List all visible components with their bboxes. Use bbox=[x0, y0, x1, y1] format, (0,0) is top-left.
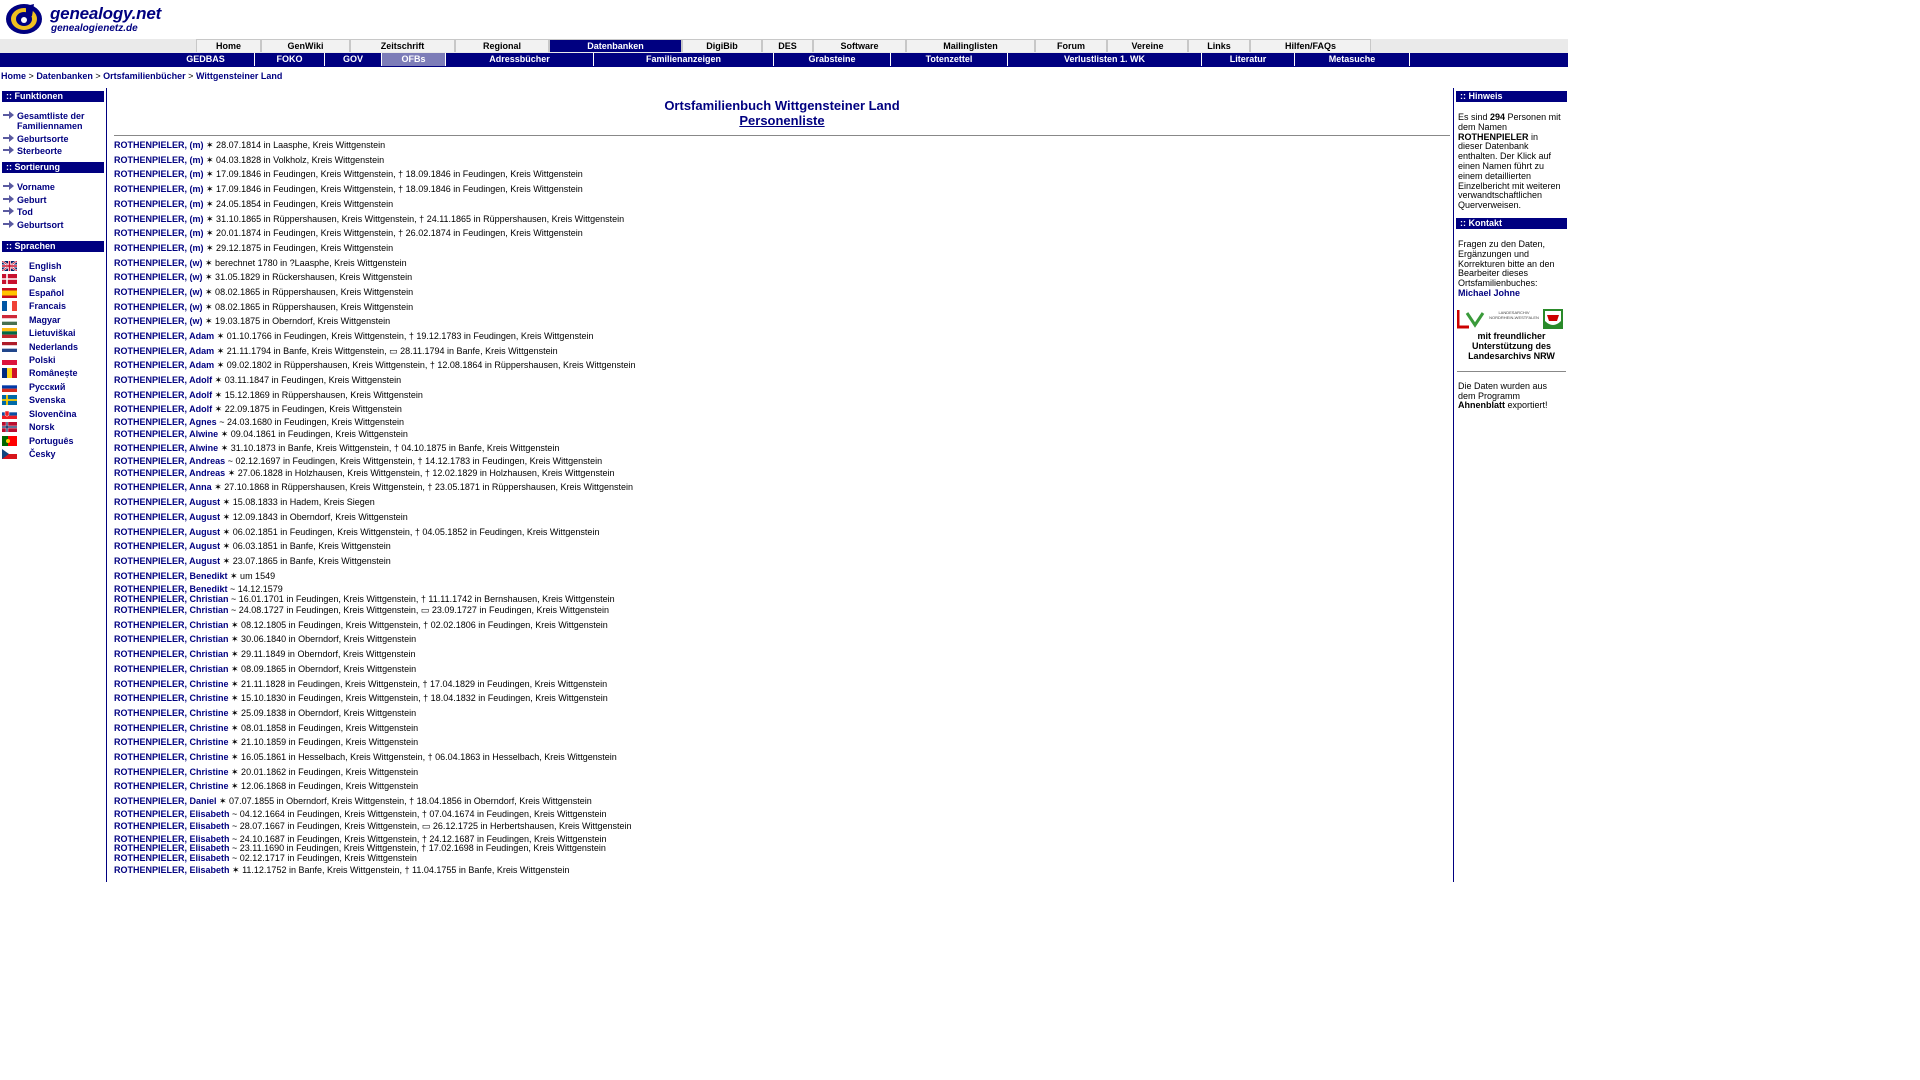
hinweis-mid: Personen mit dem Namen bbox=[1458, 112, 1561, 132]
person-details: ✶ 27.10.1868 in Rüppershausen, Kreis Wittgenstein, † 23.05.1871 in Rüppershausen, Kreis Wittgenstein bbox=[211, 482, 633, 492]
person-entry bbox=[114, 272, 412, 283]
person-entry bbox=[114, 346, 558, 357]
flag-no-icon bbox=[2, 422, 17, 432]
sprachen-list bbox=[2, 261, 106, 463]
person-name-link[interactable]: ROTHENPIELER, Benedikt bbox=[114, 571, 228, 581]
nav-des[interactable]: DES bbox=[762, 39, 813, 52]
person-name-link[interactable]: ROTHENPIELER, (w) bbox=[114, 287, 203, 297]
flag-lt-icon bbox=[2, 328, 17, 338]
person-details: ✶ 30.06.1840 in Oberndorf, Kreis Wittgenstein bbox=[228, 634, 417, 644]
language-dansk[interactable] bbox=[2, 274, 106, 287]
person-entry bbox=[114, 809, 607, 820]
language-link[interactable]: Norsk bbox=[29, 422, 55, 433]
person-entry bbox=[114, 541, 391, 552]
landesarchiv-caption: mit freundlicher Unterstützung des Landesarchivs NRW bbox=[1468, 330, 1555, 361]
divider bbox=[1457, 371, 1566, 372]
person-entry bbox=[114, 767, 418, 778]
nav-vereine[interactable]: Vereine bbox=[1107, 39, 1188, 52]
arrow-right-icon bbox=[3, 134, 14, 142]
person-list bbox=[114, 0, 1450, 882]
person-details: ✶ 27.06.1828 in Holzhausen, Kreis Wittgenstein, † 12.02.1829 in Holzhausen, Kreis Wittgenstein bbox=[225, 468, 615, 478]
page-title: Ortsfamilienbuch Wittgensteiner Land bbox=[664, 98, 900, 113]
hinweis-header: :: Hinweis bbox=[1456, 91, 1567, 102]
person-name-link[interactable]: ROTHENPIELER, Christian bbox=[114, 605, 229, 615]
subnav-grabsteine[interactable]: Grabsteine bbox=[774, 53, 891, 66]
hinweis-post: in dieser Datenbank enthalten. Der Klick auf einen Namen führt zu einem detaillierten Einzelbericht mit weiteren verwandtschaftlichen Querverweisen. bbox=[1458, 131, 1561, 211]
person-name-link[interactable]: ROTHENPIELER, Andreas bbox=[114, 468, 226, 478]
person-details: ~ 02.12.1697 in Feudingen, Kreis Wittgenstein, † 14.12.1783 in Feudingen, Kreis Wittgenstein bbox=[225, 456, 603, 466]
person-details: ✶ 29.11.1849 in Oberndorf, Kreis Wittgenstein bbox=[228, 649, 416, 659]
person-details: ✶ 04.03.1828 in Volkholz, Kreis Wittgenstein bbox=[203, 155, 385, 165]
person-name-link[interactable]: ROTHENPIELER, Christine bbox=[114, 693, 229, 703]
subnav-gov[interactable]: GOV bbox=[325, 53, 382, 66]
person-details: ✶ 29.12.1875 in Feudingen, Kreis Wittgenstein bbox=[203, 243, 394, 253]
export-text bbox=[1454, 382, 1569, 411]
person-name-link[interactable]: ROTHENPIELER, Adam bbox=[114, 346, 215, 356]
sort-geburt[interactable] bbox=[2, 195, 106, 205]
language-norsk[interactable] bbox=[2, 422, 106, 435]
language-link[interactable]: Francais bbox=[29, 301, 67, 312]
person-entry bbox=[114, 482, 633, 493]
person-name-link[interactable]: ROTHENPIELER, (m) bbox=[114, 243, 204, 253]
subnav-verlustlisten-1-wk[interactable]: Verlustlisten 1. WK bbox=[1008, 53, 1202, 66]
language-romaneste[interactable] bbox=[2, 368, 106, 381]
person-name-link[interactable]: ROTHENPIELER, (m) bbox=[114, 228, 204, 238]
person-name-link[interactable]: ROTHENPIELER, (w) bbox=[114, 258, 203, 268]
nav-links[interactable]: Links bbox=[1188, 39, 1250, 52]
funktion-sterbeorte[interactable] bbox=[2, 146, 106, 156]
personenliste-link[interactable]: Personenliste bbox=[739, 113, 825, 128]
person-entry bbox=[114, 865, 569, 876]
person-details: ✶ 08.12.1805 in Feudingen, Kreis Wittgenstein, † 02.02.1806 in Feudingen, Kreis Wittgenstein bbox=[228, 620, 608, 630]
person-entry bbox=[114, 649, 416, 660]
person-entry bbox=[114, 390, 423, 401]
person-details: ✶ 12.06.1868 in Feudingen, Kreis Wittgenstein bbox=[228, 781, 419, 791]
breadcrumb-separator: > bbox=[28, 71, 34, 81]
kontakt-header: :: Kontakt bbox=[1456, 218, 1567, 229]
nav-datenbanken[interactable]: Datenbanken bbox=[549, 39, 682, 52]
person-name-link[interactable]: ROTHENPIELER, Christine bbox=[114, 679, 229, 689]
person-name-link[interactable]: ROTHENPIELER, (m) bbox=[114, 140, 204, 150]
person-entry bbox=[114, 404, 402, 415]
person-entry bbox=[114, 155, 384, 166]
landesarchiv-logo-text: LANDESARCHIV NORDRHEIN-WESTFALEN bbox=[1489, 309, 1539, 320]
person-entry bbox=[114, 258, 407, 269]
person-details: ✶ 15.10.1830 in Feudingen, Kreis Wittgenstein, † 18.04.1832 in Feudingen, Kreis Wittgenstein bbox=[228, 693, 608, 703]
person-details: ✶ 28.07.1814 in Laasphe, Kreis Wittgenstein bbox=[203, 140, 386, 150]
person-details: ~ 24.08.1727 in Feudingen, Kreis Wittgenstein, ▭ 23.09.1727 in Feudingen, Kreis Wittgenstein bbox=[228, 605, 610, 615]
person-name-link[interactable]: ROTHENPIELER, Elisabeth bbox=[114, 853, 230, 863]
language-slovencina[interactable] bbox=[2, 409, 106, 422]
person-entry bbox=[114, 634, 416, 645]
flag-nl-icon bbox=[2, 342, 17, 352]
breadcrumb-wittgensteiner-land[interactable]: Wittgensteiner Land bbox=[195, 71, 283, 81]
person-entry bbox=[114, 605, 609, 616]
person-entry bbox=[114, 781, 418, 792]
person-name-link[interactable]: ROTHENPIELER, (m) bbox=[114, 184, 204, 194]
person-name-link[interactable]: ROTHENPIELER, Christine bbox=[114, 752, 229, 762]
language-portugues[interactable] bbox=[2, 436, 106, 449]
language-polski[interactable] bbox=[2, 355, 106, 368]
person-details: ✶ 01.10.1766 in Feudingen, Kreis Wittgenstein, † 19.12.1783 in Feudingen, Kreis Wittgenstein bbox=[214, 331, 594, 341]
person-entry bbox=[114, 571, 275, 582]
person-name-link[interactable]: ROTHENPIELER, Elisabeth bbox=[114, 809, 230, 819]
nav-genwiki[interactable]: GenWiki bbox=[261, 39, 350, 52]
person-name-link[interactable]: ROTHENPIELER, Christine bbox=[114, 737, 229, 747]
person-entry bbox=[114, 679, 607, 690]
language-lietuviskai[interactable] bbox=[2, 328, 106, 341]
person-details: ~ 04.12.1664 in Feudingen, Kreis Wittgenstein, † 07.04.1674 in Feudingen, Kreis Wittgenstein bbox=[229, 809, 607, 819]
subnav-literatur[interactable]: Literatur bbox=[1202, 53, 1295, 66]
person-name-link[interactable]: ROTHENPIELER, Adolf bbox=[114, 375, 213, 385]
language-francais[interactable] bbox=[2, 301, 106, 314]
flag-cz-icon bbox=[2, 449, 17, 459]
person-details: ✶ 17.09.1846 in Feudingen, Kreis Wittgenstein, † 18.09.1846 in Feudingen, Kreis Wittgenstein bbox=[203, 169, 583, 179]
person-details: ✶ 08.01.1858 in Feudingen, Kreis Wittgenstein bbox=[228, 723, 419, 733]
person-name-link[interactable]: ROTHENPIELER, Alwine bbox=[114, 443, 219, 453]
subnav-gedbas[interactable]: GEDBAS bbox=[157, 53, 255, 66]
language-link[interactable]: Česky bbox=[29, 449, 56, 460]
person-details: ~ 16.01.1701 in Feudingen, Kreis Wittgenstein, † 11.11.1742 in Bernshausen, Kreis Wittgenstein bbox=[228, 594, 615, 604]
funktion-link[interactable]: Sterbeorte bbox=[17, 146, 63, 157]
person-name-link[interactable]: ROTHENPIELER, Christian bbox=[114, 634, 229, 644]
sort-tod[interactable] bbox=[2, 207, 106, 217]
person-details: ✶ 17.09.1846 in Feudingen, Kreis Wittgenstein, † 18.09.1846 in Feudingen, Kreis Wittgenstein bbox=[203, 184, 583, 194]
person-details: ✶ 07.07.1855 in Oberndorf, Kreis Wittgenstein, † 18.04.1856 in Oberndorf, Kreis Wittgenstein bbox=[216, 796, 592, 806]
person-details: ~ 24.10.1687 in Feudingen, Kreis Wittgenstein, † 24.12.1687 in Feudingen, Kreis Wittgenstein bbox=[229, 834, 607, 844]
nav-forum[interactable]: Forum bbox=[1035, 39, 1107, 52]
flag-es-icon bbox=[2, 288, 17, 298]
person-details: ✶ 22.09.1875 in Feudingen, Kreis Wittgenstein bbox=[212, 404, 402, 414]
kontakt-body: Fragen zu den Daten, Ergänzungen und Korrekturen bitte an den Bearbeiter dieses Ortsfamilienbuches: bbox=[1458, 238, 1555, 289]
kontakt-text bbox=[1454, 240, 1569, 299]
funktion-geburtsorte[interactable] bbox=[2, 134, 106, 144]
sort-link[interactable]: Tod bbox=[17, 207, 33, 218]
person-details: ✶ 31.10.1865 in Rüppershausen, Kreis Wittgenstein, † 24.11.1865 in Rüppershausen, Kreis Wittgenstein bbox=[203, 214, 625, 224]
person-entry bbox=[114, 693, 608, 704]
subnav-totenzettel[interactable]: Totenzettel bbox=[891, 53, 1008, 66]
person-details: ✶ 21.10.1859 in Feudingen, Kreis Wittgenstein bbox=[228, 737, 419, 747]
language-svenska[interactable] bbox=[2, 395, 106, 408]
person-name-link[interactable]: ROTHENPIELER, Christine bbox=[114, 781, 229, 791]
person-name-link[interactable]: ROTHENPIELER, (m) bbox=[114, 214, 204, 224]
sort-link[interactable]: Vorname bbox=[17, 182, 55, 193]
hinweis-pre: Es sind bbox=[1458, 112, 1491, 122]
person-details: ✶ um 1549 bbox=[227, 571, 276, 581]
person-details: ✶ 08.02.1865 in Rüppershausen, Kreis Wittgenstein bbox=[202, 302, 414, 312]
language-link[interactable]: Español bbox=[29, 287, 65, 298]
person-entry bbox=[114, 287, 413, 298]
contact-link[interactable]: Michael Johne bbox=[1458, 287, 1521, 298]
landesarchiv-logo[interactable] bbox=[1457, 307, 1569, 331]
person-name-link[interactable]: ROTHENPIELER, Elisabeth bbox=[114, 865, 230, 875]
person-name-link[interactable]: ROTHENPIELER, Elisabeth bbox=[114, 843, 230, 853]
person-name-link[interactable]: ROTHENPIELER, August bbox=[114, 556, 221, 566]
right-sidebar bbox=[1453, 88, 1569, 882]
person-details: ✶ 09.04.1861 in Feudingen, Kreis Wittgenstein bbox=[218, 429, 408, 439]
nav-digibib[interactable]: DigiBib bbox=[682, 39, 762, 52]
funktionen-list bbox=[2, 111, 106, 156]
language-link[interactable]: Português bbox=[29, 435, 74, 446]
nav-software[interactable]: Software bbox=[813, 39, 906, 52]
person-name-link[interactable]: ROTHENPIELER, August bbox=[114, 512, 221, 522]
language-link[interactable]: Dansk bbox=[29, 274, 57, 285]
person-name-link[interactable]: ROTHENPIELER, (w) bbox=[114, 316, 203, 326]
person-details: ✶ 31.10.1873 in Banfe, Kreis Wittgenstein, † 04.10.1875 in Banfe, Kreis Wittgenstein bbox=[218, 443, 560, 453]
person-details: ✶ 03.11.1847 in Feudingen, Kreis Wittgenstein bbox=[212, 375, 402, 385]
person-details: ~ 28.07.1667 in Feudingen, Kreis Wittgenstein, ▭ 26.12.1725 in Herbertshausen, Kreis Wittgenstein bbox=[229, 821, 632, 831]
person-details: ✶ 16.05.1861 in Hesselbach, Kreis Wittgenstein, † 06.04.1863 in Hesselbach, Kreis Wittgenstein bbox=[228, 752, 617, 762]
person-details: ✶ 08.09.1865 in Oberndorf, Kreis Wittgenstein bbox=[228, 664, 417, 674]
language-cesky[interactable] bbox=[2, 449, 106, 462]
person-details: ✶ 20.01.1874 in Feudingen, Kreis Wittgenstein, † 26.02.1874 in Feudingen, Kreis Wittgenstein bbox=[203, 228, 583, 238]
sort-vorname[interactable] bbox=[2, 182, 106, 192]
person-entry bbox=[114, 214, 624, 225]
language-magyar[interactable] bbox=[2, 315, 106, 328]
person-entry bbox=[114, 243, 393, 254]
person-name-link[interactable]: ROTHENPIELER, Benedikt bbox=[114, 584, 228, 594]
person-name-link[interactable]: ROTHENPIELER, Christian bbox=[114, 594, 229, 604]
person-entry bbox=[114, 594, 615, 605]
person-details: ~ 02.12.1717 in Feudingen, Kreis Wittgenstein bbox=[229, 853, 417, 863]
breadcrumb-home[interactable]: Home bbox=[1, 71, 27, 81]
arrow-right-icon bbox=[3, 207, 14, 215]
person-name-link[interactable]: ROTHENPIELER, Anna bbox=[114, 482, 212, 492]
person-entry bbox=[114, 664, 416, 675]
person-name-link[interactable]: ROTHENPIELER, (m) bbox=[114, 169, 204, 179]
person-details: ✶ 09.02.1802 in Rüppershausen, Kreis Wittgenstein, † 12.08.1864 in Rüppershausen, Kreis Wittgenstein bbox=[214, 360, 636, 370]
person-details: ✶ 11.12.1752 in Banfe, Kreis Wittgenstein, † 11.04.1755 in Banfe, Kreis Wittgenstein bbox=[229, 865, 570, 875]
breadcrumb-separator: > bbox=[95, 71, 101, 81]
person-entry bbox=[114, 331, 593, 342]
person-details: ~ 24.03.1680 in Feudingen, Kreis Wittgenstein bbox=[216, 417, 405, 427]
person-name-link[interactable]: ROTHENPIELER, August bbox=[114, 527, 221, 537]
language-link[interactable]: Lietuviškai bbox=[29, 328, 76, 339]
person-entry bbox=[114, 375, 401, 386]
person-entry bbox=[114, 302, 413, 313]
person-name-link[interactable]: ROTHENPIELER, Christine bbox=[114, 767, 229, 777]
person-name-link[interactable]: ROTHENPIELER, Adolf bbox=[114, 390, 213, 400]
person-entry bbox=[114, 468, 614, 479]
person-details: ✶ 23.07.1865 in Banfe, Kreis Wittgenstein bbox=[220, 556, 391, 566]
breadcrumb-separator: > bbox=[188, 71, 194, 81]
person-entry bbox=[114, 228, 583, 239]
person-name-link[interactable]: ROTHENPIELER, (w) bbox=[114, 272, 203, 282]
nav-hilfen-faqs[interactable]: Hilfen/FAQs bbox=[1250, 39, 1371, 52]
subnav-ofbs[interactable]: OFBs bbox=[382, 53, 446, 66]
person-name-link[interactable]: ROTHENPIELER, Elisabeth bbox=[114, 834, 230, 844]
subnav-metasuche[interactable]: Metasuche bbox=[1295, 53, 1410, 66]
person-name-link[interactable]: ROTHENPIELER, Christian bbox=[114, 620, 229, 630]
flag-dk-icon bbox=[2, 274, 17, 284]
person-entry bbox=[114, 169, 583, 180]
arrow-right-icon bbox=[3, 111, 14, 119]
person-details: ✶ 06.02.1851 in Feudingen, Kreis Wittgenstein, † 04.05.1852 in Feudingen, Kreis Wittgenstein bbox=[220, 527, 600, 537]
person-details: ✶ 25.09.1838 in Oberndorf, Kreis Wittgenstein bbox=[228, 708, 417, 718]
person-details: ✶ 21.11.1828 in Feudingen, Kreis Wittgenstein, † 17.04.1829 in Feudingen, Kreis Wittgenstein bbox=[228, 679, 608, 689]
person-entry bbox=[114, 752, 617, 763]
person-details: ~ 23.11.1690 in Feudingen, Kreis Wittgenstein, † 17.02.1698 in Feudingen, Kreis Wittgenstein bbox=[229, 843, 606, 853]
funktion-link[interactable]: Gesamtliste der Familiennamen bbox=[17, 111, 85, 131]
sort-link[interactable]: Geburtsort bbox=[17, 219, 64, 230]
subnav-adressbucher[interactable]: Adressbücher bbox=[446, 53, 594, 66]
language-link[interactable]: Русский bbox=[29, 381, 66, 392]
arrow-right-icon bbox=[3, 182, 14, 190]
flag-ru-icon bbox=[2, 382, 17, 392]
person-entry bbox=[114, 708, 416, 719]
person-entry bbox=[114, 497, 375, 508]
nav-home[interactable]: Home bbox=[196, 39, 261, 52]
arrow-right-icon bbox=[3, 220, 14, 228]
flag-hu-icon bbox=[2, 315, 17, 325]
person-name-link[interactable]: ROTHENPIELER, Andreas bbox=[114, 456, 226, 466]
sprachen-header: :: Sprachen bbox=[2, 241, 104, 252]
sortierung-list bbox=[2, 182, 106, 230]
person-name-link[interactable]: ROTHENPIELER, Adam bbox=[114, 331, 215, 341]
person-entry bbox=[114, 140, 385, 151]
subnav-familienanzeigen[interactable]: Familienanzeigen bbox=[594, 53, 774, 66]
funktion-gesamtliste-der-familiennamen[interactable] bbox=[2, 111, 106, 131]
person-entry bbox=[114, 737, 418, 748]
nav-mailinglisten[interactable]: Mailinglisten bbox=[906, 39, 1035, 52]
language-[interactable] bbox=[2, 382, 106, 395]
person-entry bbox=[114, 620, 608, 631]
sort-link[interactable]: Geburt bbox=[17, 194, 47, 205]
funktionen-header: :: Funktionen bbox=[2, 91, 104, 102]
person-details: ✶ 20.01.1862 in Feudingen, Kreis Wittgenstein bbox=[228, 767, 419, 777]
person-entry bbox=[114, 184, 583, 195]
arrow-right-icon bbox=[3, 195, 14, 203]
person-entry bbox=[114, 527, 599, 538]
person-name-link[interactable]: ROTHENPIELER, Adolf bbox=[114, 404, 213, 414]
language-nederlands[interactable] bbox=[2, 342, 106, 355]
person-entry bbox=[114, 723, 418, 734]
person-entry bbox=[114, 429, 408, 440]
nav-zeitschrift[interactable]: Zeitschrift bbox=[350, 39, 455, 52]
arrow-right-icon bbox=[3, 146, 14, 154]
language-link[interactable]: Svenska bbox=[29, 395, 66, 406]
person-name-link[interactable]: ROTHENPIELER, August bbox=[114, 497, 221, 507]
person-name-link[interactable]: ROTHENPIELER, Alwine bbox=[114, 429, 219, 439]
person-entry bbox=[114, 796, 592, 807]
person-entry bbox=[114, 556, 391, 567]
flag-ro-icon bbox=[2, 368, 17, 378]
person-name-link[interactable]: ROTHENPIELER, August bbox=[114, 541, 221, 551]
language-link[interactable]: Slovenčina bbox=[29, 408, 77, 419]
export-pre: Die Daten wurden aus dem Programm bbox=[1458, 380, 1548, 401]
breadcrumb-datenbanken[interactable]: Datenbanken bbox=[36, 71, 93, 81]
person-entry bbox=[114, 199, 393, 210]
person-entry bbox=[114, 512, 408, 523]
person-name-link[interactable]: ROTHENPIELER, Agnes bbox=[114, 417, 217, 427]
flag-se-icon bbox=[2, 395, 17, 405]
language-link[interactable]: Magyar bbox=[29, 314, 61, 325]
language-espanol[interactable] bbox=[2, 288, 106, 301]
person-entry bbox=[114, 443, 559, 454]
person-details: ✶ 06.03.1851 in Banfe, Kreis Wittgenstein bbox=[220, 541, 391, 551]
language-english[interactable] bbox=[2, 261, 106, 274]
person-name-link[interactable]: ROTHENPIELER, (m) bbox=[114, 155, 204, 165]
person-details: ✶ 15.08.1833 in Hadem, Kreis Siegen bbox=[220, 497, 375, 507]
person-entry bbox=[114, 456, 602, 467]
person-name-link[interactable]: ROTHENPIELER, (m) bbox=[114, 199, 204, 209]
left-sidebar bbox=[0, 88, 107, 882]
person-name-link[interactable]: ROTHENPIELER, Christine bbox=[114, 708, 229, 718]
person-details: ✶ 19.03.1875 in Oberndorf, Kreis Wittgenstein bbox=[202, 316, 391, 326]
person-name-link[interactable]: ROTHENPIELER, Christine bbox=[114, 723, 229, 733]
sortierung-header: :: Sortierung bbox=[2, 162, 104, 173]
person-details: ✶ 31.05.1829 in Rückershausen, Kreis Wittgenstein bbox=[202, 272, 413, 282]
person-entry bbox=[114, 821, 632, 832]
language-link[interactable]: Românește bbox=[29, 368, 78, 379]
language-link[interactable]: English bbox=[29, 260, 62, 271]
person-count: 294 bbox=[1490, 112, 1506, 122]
person-details: ✶ 15.12.1869 in Rüppershausen, Kreis Wittgenstein bbox=[212, 390, 423, 400]
person-name-link[interactable]: ROTHENPIELER, Adam bbox=[114, 360, 215, 370]
person-entry bbox=[114, 360, 635, 371]
flag-pl-icon bbox=[2, 355, 17, 365]
logo-subtitle: genealogienetz.de bbox=[51, 23, 138, 34]
export-program: Ahnenblatt bbox=[1458, 400, 1505, 411]
person-details: ✶ 12.09.1843 in Oberndorf, Kreis Wittgenstein bbox=[220, 512, 408, 522]
logo-title: genealogy.net bbox=[50, 4, 162, 23]
language-link[interactable]: Polski bbox=[29, 355, 56, 366]
person-details: ✶ 08.02.1865 in Rüppershausen, Kreis Wittgenstein bbox=[202, 287, 414, 297]
person-entry bbox=[114, 417, 404, 428]
flag-gb-icon bbox=[2, 261, 17, 271]
genealogy-logo-icon bbox=[4, 2, 44, 35]
flag-fr-icon bbox=[2, 301, 17, 311]
surname: ROTHENPIELER bbox=[1458, 131, 1529, 142]
person-name-link[interactable]: ROTHENPIELER, Christian bbox=[114, 649, 229, 659]
person-entry bbox=[114, 316, 390, 327]
person-details: ✶ 21.11.1794 in Banfe, Kreis Wittgenstein, ▭ 28.11.1794 in Banfe, Kreis Wittgenstein bbox=[214, 346, 558, 356]
person-name-link[interactable]: ROTHENPIELER, (w) bbox=[114, 302, 203, 312]
flag-sk-icon bbox=[2, 409, 17, 419]
sort-geburtsort[interactable] bbox=[2, 220, 106, 230]
person-name-link[interactable]: ROTHENPIELER, Christian bbox=[114, 664, 229, 674]
flag-pt-icon bbox=[2, 436, 17, 446]
nav-regional[interactable]: Regional bbox=[455, 39, 549, 52]
person-details: ~ 14.12.1579 bbox=[227, 584, 283, 594]
subnav-foko[interactable]: FOKO bbox=[255, 53, 325, 66]
language-link[interactable]: Nederlands bbox=[29, 341, 79, 352]
person-details: ✶ 24.05.1854 in Feudingen, Kreis Wittgenstein bbox=[203, 199, 394, 209]
breadcrumb-ortsfamilienbuecher[interactable]: Ortsfamilienbücher bbox=[103, 71, 186, 81]
person-name-link[interactable]: ROTHENPIELER, Daniel bbox=[114, 796, 217, 806]
person-name-link[interactable]: ROTHENPIELER, Elisabeth bbox=[114, 821, 230, 831]
hinweis-text bbox=[1454, 113, 1569, 211]
person-entry bbox=[114, 853, 417, 864]
export-post: exportiert! bbox=[1505, 400, 1548, 411]
person-details: ✶ berechnet 1780 in ?Laasphe, Kreis Wittgenstein bbox=[202, 258, 407, 268]
funktion-link[interactable]: Geburtsorte bbox=[17, 133, 69, 144]
